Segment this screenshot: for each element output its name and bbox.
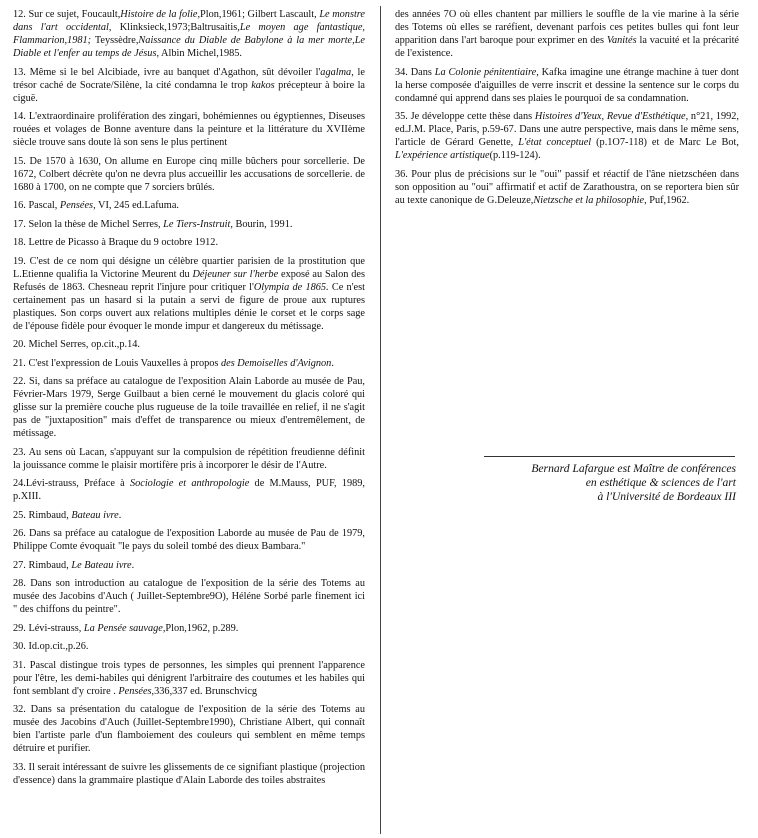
footnote-italic-text: Le moyen age fantastique, Flammarion,1981; bbox=[13, 22, 365, 46]
footnote bbox=[13, 659, 365, 698]
footnote bbox=[13, 703, 365, 755]
footnote-italic-text: Le monstre dans l'art occidental bbox=[13, 9, 366, 33]
footnote bbox=[13, 338, 365, 351]
footnote bbox=[13, 477, 365, 503]
footnote-text: des années 7O où elles chantent par milliers le souffle de la vie marine à la série des Totems où elles se raréfient, devenant parfois ces petites bulles qui font leur apparition dans l'art baroque pour exprimer en des bbox=[395, 9, 739, 46]
footnote-text: 12. Sur ce sujet, Foucault, bbox=[13, 9, 121, 20]
footnote-italic-text: La Pensée sauvage bbox=[83, 622, 163, 634]
footnote bbox=[13, 761, 365, 787]
footnote-text: 16. Pascal, bbox=[13, 200, 60, 211]
author-note bbox=[470, 462, 736, 504]
footnote bbox=[13, 110, 365, 149]
footnote-text: . bbox=[331, 357, 334, 369]
footnote-italic-text: Le Tiers-Instruit bbox=[163, 218, 231, 230]
footnote-text: 26. Dans sa préface au catalogue de l'exposition Laborde au musée de Pau de 1979, Philippe Comte évoquait "le pays du soleil tombé des dieux Bambara." bbox=[13, 528, 365, 552]
footnote-text: exposé au Salon des Refusés de 1863. Chesneau reprit l'injure pour critiquer l' bbox=[13, 268, 365, 293]
footnote-text: Ce n'est certainement pas un hasard si la putain a servi de figure de proue aux ruptures plastiques. Son corps ouvert aux relations multiples dénie le corset et le corps sage de l'épouse fidèle pour évoquer le monde impur et dangereux du métissage. bbox=[13, 281, 365, 332]
footnote-text: . bbox=[118, 509, 122, 521]
footnote-text: , Albin Michel,1985. bbox=[156, 48, 242, 59]
footnote-text: 23. Au sens où Lacan, s'appuyant sur la compulsion de répétition freudienne définit la jouissance comme le plaisir mortifère pris à incorporer le désir de l'Autre. bbox=[13, 446, 365, 471]
footnote bbox=[13, 527, 365, 553]
footnote bbox=[13, 155, 365, 194]
footnote-text: 15. De 1570 à 1630, On allume en Europe cinq mille bûchers pour sorcellerie. De 1672, Colbert décrète qu'on ne devra plus accueillir les accusations de sorcellerie. de 1680 à 1700, on ne compte que 7 sorciers brûlés. bbox=[13, 155, 365, 193]
footnote-text: 13. Même si le bel Alcibiade, ivre au banquet d'Agathon, sût dévoiler l' bbox=[13, 66, 321, 78]
footnote-italic-text: Histoire de la folie bbox=[120, 9, 198, 20]
footnote-italic-text: L'état conceptuel bbox=[518, 137, 592, 148]
footnote-text: 30. Id.op.cit.,p.26. bbox=[13, 641, 89, 652]
footnote-text: 34. Dans bbox=[395, 66, 435, 78]
footnote bbox=[395, 8, 739, 60]
footnote-text: 29. Lévi-strauss, bbox=[13, 622, 84, 634]
footnote-text: 17. Selon la thèse de Michel Serres, bbox=[13, 218, 164, 230]
footnote-text: précepteur à boire la ciguë. bbox=[13, 79, 366, 104]
footnote-italic-text: des Demoiselles d'Avignon bbox=[221, 357, 332, 369]
footnote-text: ,336,337 ed. Brunschvicg bbox=[151, 685, 258, 697]
footnote-text: . bbox=[131, 559, 135, 571]
footnote bbox=[13, 559, 365, 572]
footnote-text: , Puf,1962. bbox=[644, 194, 690, 206]
footnote-text: (p.119-124). bbox=[489, 150, 541, 161]
footnote bbox=[395, 110, 739, 162]
footnote bbox=[13, 577, 365, 616]
footnote-italic-text: Pensées bbox=[118, 685, 152, 697]
footnote bbox=[13, 640, 365, 653]
author-line: Bernard Lafargue est Maître de conférences bbox=[531, 462, 736, 475]
footnote bbox=[395, 66, 739, 105]
footnote-text: de M.Mauss, PUF, 1989, p.XIII. bbox=[13, 478, 366, 502]
footnote bbox=[13, 8, 365, 60]
footnote bbox=[13, 199, 365, 212]
footnote-text: la vacuité et la précarité de l'existence. bbox=[395, 35, 739, 59]
footnote bbox=[13, 357, 365, 370]
footnote-text: 14. L'extraordinaire prolifération des zingari, bohémiennes ou égyptiennes, Diseuses rouées et volages de Bonne aventure dans la peinture et la littérature du XVIIème siècle trouve sans doute là son sens le plus pertinent bbox=[13, 111, 365, 148]
footnote bbox=[13, 66, 365, 105]
footnote-text: 35. Je développe cette thèse dans bbox=[395, 111, 535, 122]
footnote-text: , n°21, 1992, ed.J.M. Place, Paris, p.59-67. Dans une autre perspective, mais dans le même sens, l'article de Gérard Genette, bbox=[395, 111, 739, 148]
footnote-italic-text: Olympia de 1865. bbox=[253, 281, 329, 293]
footnote-italic-text: La Colonie pénitentiaire bbox=[434, 66, 537, 78]
footnote-text: 33. Il serait intéressant de suivre les glissements de ce signifiant plastique (projection d'essence) dans la grammaire plastique d'Alain Laborde des toiles abstraites bbox=[13, 761, 365, 786]
footnote-text: 24.Lévi-strauss, Préface à bbox=[13, 478, 130, 489]
footnote-text: , Klinksieck,1973;Baltrusaitis, bbox=[108, 22, 240, 33]
column-divider bbox=[380, 6, 381, 834]
footnote-text: (p.1O7-118) et de Marc Le Bot, bbox=[591, 137, 739, 148]
footnote-text: 20. Michel Serres, op.cit.,p.14. bbox=[13, 339, 140, 350]
footnote-italic-text: L'expérience artistique bbox=[395, 150, 490, 161]
footnote bbox=[13, 446, 365, 472]
footnote bbox=[13, 255, 365, 333]
footnote bbox=[13, 509, 365, 522]
footnote-text: , le trésor caché de Socrate/Silène, la cité condamna le trop bbox=[13, 66, 365, 91]
footnote bbox=[13, 622, 365, 635]
footnote-italic-text: Déjeuner sur l'herbe bbox=[192, 268, 279, 280]
footnote bbox=[395, 168, 739, 207]
footnote-italic-text: Pensées bbox=[59, 200, 94, 211]
footnote-text: 25. Rimbaud, bbox=[13, 509, 72, 521]
footnote-text: ,Plon,1961; Gilbert Lascault, bbox=[197, 9, 320, 20]
footnote-text: 36. Pour plus de précisions sur le "oui" passif et réactif de l'âne nietzschéen dans son opposition au "oui" affirmatif et actif de Zarathoustra, on se reportera bien sûr au texte canonique de G.Deleuze, bbox=[395, 168, 739, 206]
author-line: à l'Université de Bordeaux III bbox=[597, 490, 736, 503]
footnote bbox=[13, 236, 365, 249]
footnote-text: 32. Dans sa présentation du catalogue de l'exposition de la série des Totems au musée des Jacobins d'Auch (Juillet-Septembre1990), Christiane Albert, qui connaît bien l'artiste parle d'un flamboiement des couleurs qui semblent en même temps détruire et purifier. bbox=[13, 704, 365, 754]
footnote-italic-text: kakos bbox=[251, 79, 275, 91]
footnote-italic-text: Le Bateau ivre bbox=[71, 559, 132, 571]
footnote-text: , VI, 245 ed.Lafuma. bbox=[93, 200, 179, 211]
footnote-text: 21. C'est l'expression de Louis Vauxelles à propos bbox=[13, 357, 221, 369]
footnote-italic-text: Nietzsche et la philosophie bbox=[533, 194, 645, 206]
footnote-text: ,Plon,1962, p.289. bbox=[162, 622, 239, 634]
footnotes-left-column bbox=[13, 8, 365, 792]
footnote-italic-text: Bateau ivre bbox=[71, 509, 119, 521]
footnote-text: , Bourin, 1991. bbox=[230, 218, 293, 230]
footnote-italic-text: Sociologie et anthropologie bbox=[129, 478, 250, 489]
footnote-text: 18. Lettre de Picasso à Braque du 9 octobre 1912. bbox=[13, 237, 219, 248]
footnote-text: 31. Pascal distingue trois types de personnes, les simples qui prennent l'apparence pour l'être, les demi-habiles qui dénigrent l'arbitraire des coutumes et les habiles qui font semblant d'y croire . bbox=[13, 659, 365, 697]
footnote-text: 28. Dans son introduction au catalogue de l'exposition de la série des Totems au musée des Jacobins d'Auch ( Juillet-Septembre9O), Héléne Sorbé parle finement ici " des chiffons du peintre". bbox=[13, 578, 365, 615]
footnote-italic-text: Naissance du Diable de Babylone à la mer morte,Le Diable et l'enfer au temps de Jésus bbox=[13, 35, 366, 59]
footnote-italic-text: agalma bbox=[320, 66, 352, 78]
footnote-text: 27. Rimbaud, bbox=[13, 559, 72, 571]
author-rule bbox=[484, 456, 735, 457]
footnote-italic-text: Vanités bbox=[606, 35, 637, 46]
author-line: en esthétique & sciences de l'art bbox=[585, 476, 736, 489]
footnote-text: , Kafka imagine une étrange machine à tuer dont la herse composée d'aiguilles de verre inscrit et dessine la sentence sur le corps du condamné qui apprend dans ses plaies le pourquoi de sa condamnation. bbox=[395, 66, 739, 104]
footnote bbox=[13, 375, 365, 440]
footnote-italic-text: Histoires d'Yeux, Revue d'Esthétique bbox=[534, 111, 686, 122]
footnote-text: 22. Si, dans sa préface au catalogue de l'exposition Alain Laborde au musée de Pau, Février-Mars 1979, Serge Guilbaut a bien cerné le mouvement du glacis coloré qui glisse sur la première couche plus rugueuse de la toile travaillée en relief, il ne s'agit pas de "juxtaposition" mais d'effet de transparence ou mieux d'entremêlement, de métissage. bbox=[13, 376, 365, 439]
footnote-text: Teyssèdre, bbox=[91, 35, 139, 46]
footnote bbox=[13, 218, 365, 231]
footnotes-right-column bbox=[395, 8, 739, 212]
footnote-text: 19. C'est de ce nom qui désigne un célèbre quartier parisien de la prostitution que L.Etienne qualifia la Victorine Meurent du bbox=[13, 255, 365, 280]
